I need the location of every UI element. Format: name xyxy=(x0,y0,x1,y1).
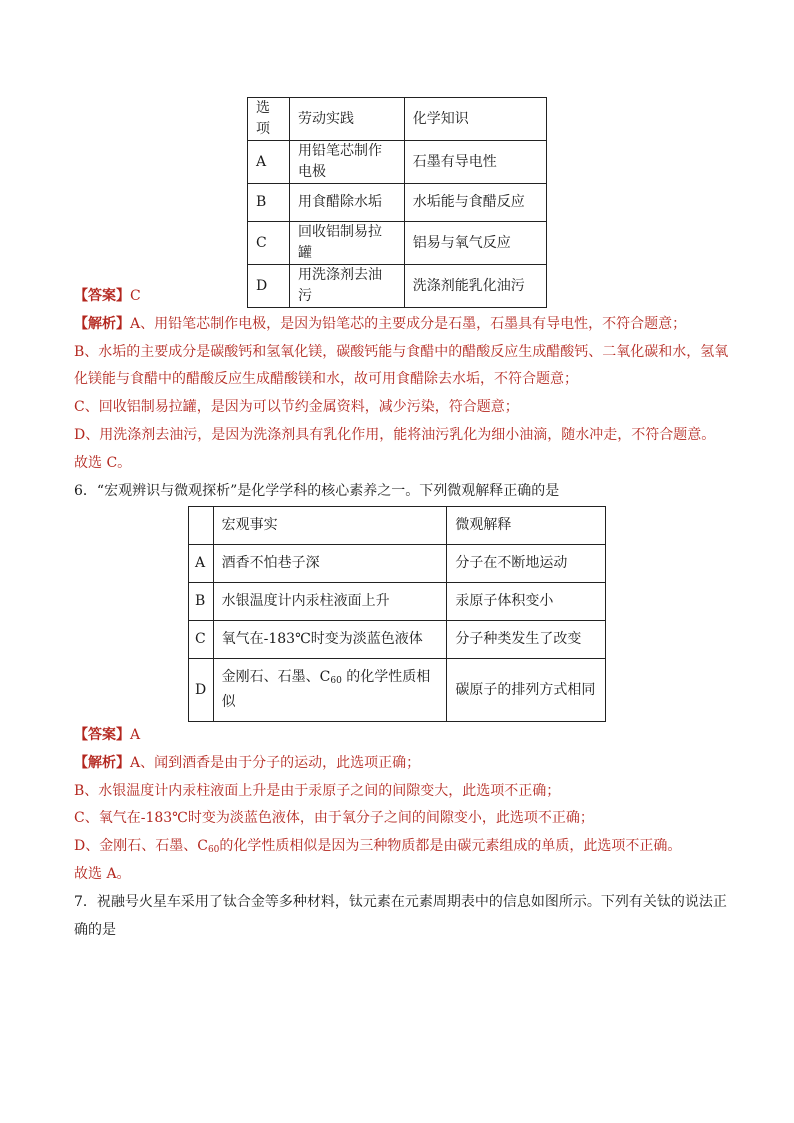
table-row xyxy=(248,222,547,265)
q6-stem: 6．“宏观辨识与微观探析”是化学学科的核心素养之一。下列微观解释正确的是 xyxy=(74,483,560,499)
q5-analysis-line-1 xyxy=(74,314,724,334)
header-option: 选项 xyxy=(248,98,290,141)
q6-answer-line xyxy=(74,725,724,745)
q6-analysis-line-3: C、氧气在-183℃时变为淡蓝色液体，由于氧分子之间的间隙变小，此选项不正确； xyxy=(74,810,594,826)
q6-analysis-line-1 xyxy=(74,753,724,773)
q5-options-table xyxy=(247,97,547,308)
fact-subscript: 60 xyxy=(330,676,342,686)
row-label: D xyxy=(189,659,214,722)
analysis-text: A、用铅笔芯制作电极，是因为铅笔芯的主要成分是石墨，石墨具有导电性，不符合题意； xyxy=(130,316,687,332)
table-header-row xyxy=(248,98,547,141)
row-fact xyxy=(213,659,447,722)
analysis-tag: 【解析】 xyxy=(74,755,130,771)
row-label: B xyxy=(248,184,290,222)
q6-options-table xyxy=(188,506,606,722)
row-label: A xyxy=(189,545,214,583)
row-practice: 用洗涤剂去油污 xyxy=(290,265,405,308)
row-practice: 用铅笔芯制作电极 xyxy=(290,141,405,184)
row-knowledge: 铝易与氧气反应 xyxy=(404,222,546,265)
row-practice: 回收铝制易拉罐 xyxy=(290,222,405,265)
q6-analysis-line-4 xyxy=(74,836,724,860)
q7-stem-line-1: 7．祝融号火星车采用了钛合金等多种材料，钛元素在元素周期表中的信息如图所示。下列有关钛的说法正 xyxy=(74,894,727,910)
answer-value: A xyxy=(130,727,141,743)
q6-analysis-line-2: B、水银温度计内汞柱液面上升是由于汞原子之间的间隙变大，此选项不正确； xyxy=(74,783,561,799)
table-row xyxy=(248,184,547,222)
row-fact: 氧气在-183℃时变为淡蓝色液体 xyxy=(213,621,447,659)
row-practice: 用食醋除水垢 xyxy=(290,184,405,222)
answer-tag: 【答案】 xyxy=(74,288,130,304)
row-label: C xyxy=(189,621,214,659)
row-knowledge: 洗涤剂能乳化油污 xyxy=(404,265,546,308)
header-explain: 微观解释 xyxy=(447,507,606,545)
row-label: B xyxy=(189,583,214,621)
row-label: D xyxy=(248,265,290,308)
row-label: C xyxy=(248,222,290,265)
header-practice: 劳动实践 xyxy=(290,98,405,141)
table-row xyxy=(189,583,606,621)
q5-conclusion: 故选 C。 xyxy=(74,455,132,471)
table-header-row xyxy=(189,507,606,545)
q5-analysis-line-2: B、水垢的主要成分是碳酸钙和氢氧化镁，碳酸钙能与食醋中的醋酸反应生成醋酸钙、二氧化碳和水，氢氧 xyxy=(74,344,729,360)
analysis-text: A、闻到酒香是由于分子的运动，此选项正确； xyxy=(130,755,421,771)
q7-stem-line-2: 确的是 xyxy=(74,922,116,938)
fact-part-a: 金刚石、石墨、C xyxy=(221,669,331,685)
row-knowledge: 石墨有导电性 xyxy=(404,141,546,184)
q5-analysis-line-3: 化镁能与食醋中的醋酸反应生成醋酸镁和水，故可用食醋除去水垢，不符合题意； xyxy=(74,371,578,387)
row-explain: 汞原子体积变小 xyxy=(447,583,606,621)
table-row xyxy=(248,141,547,184)
table-row xyxy=(189,659,606,722)
row-knowledge: 水垢能与食醋反应 xyxy=(404,184,546,222)
analysis-part-a: D、金刚石、石墨、C xyxy=(74,838,208,854)
q5-analysis-line-5: D、用洗涤剂去油污，是因为洗涤剂具有乳化作用，能将油污乳化为细小油滴，随水冲走，不符合题意。 xyxy=(74,427,716,443)
q5-analysis-line-4: C、回收铝制易拉罐，是因为可以节约金属资料，减少污染，符合题意； xyxy=(74,399,519,415)
analysis-part-b: 的化学性质相似是因为三种物质都是由碳元素组成的单质，此选项不正确。 xyxy=(219,838,682,854)
header-knowledge: 化学知识 xyxy=(404,98,546,141)
header-blank xyxy=(189,507,214,545)
row-explain: 分子在不断地运动 xyxy=(447,545,606,583)
row-fact: 水银温度计内汞柱液面上升 xyxy=(213,583,447,621)
answer-value: C xyxy=(130,288,141,304)
table-row xyxy=(189,545,606,583)
table-row xyxy=(189,621,606,659)
fact-part-b: 的化学性质相似 xyxy=(221,669,431,710)
q6-conclusion: 故选 A。 xyxy=(74,866,131,882)
answer-tag: 【答案】 xyxy=(74,727,130,743)
q5-answer-line xyxy=(74,286,724,306)
row-fact-text xyxy=(222,667,432,713)
analysis-subscript: 60 xyxy=(207,845,220,855)
row-label: A xyxy=(248,141,290,184)
row-explain: 分子种类发生了改变 xyxy=(447,621,606,659)
row-explain: 碳原子的排列方式相同 xyxy=(447,659,606,722)
row-fact: 酒香不怕巷子深 xyxy=(213,545,447,583)
analysis-tag: 【解析】 xyxy=(74,316,130,332)
header-fact: 宏观事实 xyxy=(213,507,447,545)
